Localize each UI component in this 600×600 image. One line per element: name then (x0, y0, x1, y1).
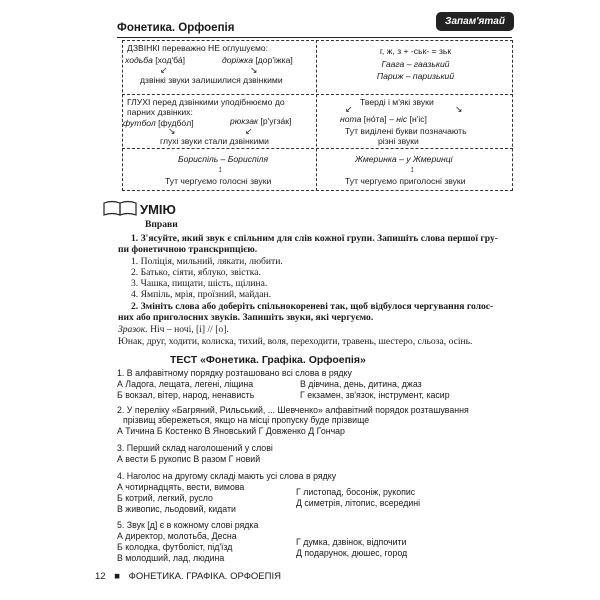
rule-note-2: різні звуки (378, 136, 419, 146)
transcription: [н'іс] (409, 114, 427, 124)
alternation-example: Бориспіль – Бориспіля (178, 154, 269, 164)
table-column-divider (316, 40, 317, 191)
arrow-icon: ↙ (245, 126, 253, 136)
option: Д подарунок, дюшес, город (296, 548, 408, 558)
exercise-2-text: 2. Змініть слова або доберіть спільнокореневі так, щоб відбулося чергування голос- (131, 301, 494, 312)
option: В дівчина, день, дитина, джаз (300, 379, 422, 389)
rule-hard-soft-head: Тверді і м'які звуки (360, 97, 434, 107)
remember-badge: Запам'ятай (436, 12, 514, 31)
arrow-icon: ↙ (345, 104, 353, 114)
rule-voiced-head: ДЗВІНКІ переважно НЕ оглушуємо: (127, 43, 269, 53)
arrow-icon: ↕ (218, 164, 223, 174)
transcription: [р'угза́к] (260, 116, 292, 126)
option: А Ладога, лещата, легені, ліщина (117, 379, 254, 389)
question-3: 3. Перший склад наголошений у слові (117, 443, 273, 453)
exercise-2-words: Юнак, друг, ходити, колиска, тихий, воля, переходити, травень, шестеро, сльоза, осінь. (118, 336, 473, 347)
question-5: 5. Звук [д] є в кожному слові рядка (117, 520, 259, 530)
rule-note: Тут чергуємо приголосні звуки (345, 176, 466, 186)
arrow-icon: ↘ (455, 104, 463, 114)
alternation-example: Жмеринка – у Жмеринці (355, 154, 453, 164)
exercise-1-text-2: пи фонетичною транскрипцією. (118, 244, 258, 255)
square-icon: ■ (114, 571, 120, 582)
example-word: ходьба (125, 55, 153, 65)
option: Б вокзал, вітер, народ, ненависть (117, 390, 255, 400)
exercises-heading: Вправи (145, 219, 178, 230)
option: Б котрий, легкий, русло (117, 493, 213, 503)
option: А директор, молотьба, Десна (117, 531, 237, 541)
option-row: А Тичина Б Костенко В Яновський Г Довженко Д Гончар (117, 426, 345, 436)
rule-example: Гаага – гаазький (381, 59, 450, 69)
transcription: [дор'іжка] (255, 55, 293, 65)
arrow-icon: ↙ (160, 65, 168, 75)
exercise-1-text: 1. З'ясуйте, який звук є спільним для слів кожної групи. Запишіть слова першої гру- (131, 233, 498, 244)
arrow-icon: ↕ (410, 164, 415, 174)
option-row: А вести Б рукопис В разом Г новий (117, 454, 261, 464)
arrow-icon: ↘ (250, 65, 258, 75)
table-row-divider (122, 94, 513, 95)
umiyu-title: УМІЮ (140, 202, 176, 217)
option: А чотирнадцять, вести, вимова (117, 482, 245, 492)
page-footer (95, 571, 281, 582)
question-2-cont: прізвищ збережеться, якщо на місці пропуску буде прізвище (123, 415, 370, 425)
transcription: [но́та] (363, 114, 387, 124)
section-rule (117, 37, 512, 38)
book-icon (102, 199, 140, 217)
sample-text: Ніч – ночі, [і] // [о]. (150, 324, 229, 335)
option: Б колодка, футболіст, під'їзд (117, 542, 233, 552)
arrow-icon: ↘ (168, 126, 176, 136)
table-row-divider (122, 148, 513, 149)
option: Г листопад, босоніж, рукопис (296, 487, 416, 497)
example-word: доріжка (222, 55, 253, 65)
rule-note: дзвінкі звуки залишилися дзвінкими (140, 75, 283, 85)
exercise-1-item: 1. Поліція, мильний, лякати, любити. (131, 256, 283, 267)
option: Г екзамен, зв'язок, інструмент, касир (300, 390, 450, 400)
rule-example: Париж – паризький (376, 71, 455, 81)
rule-note: Тут чергуємо голосні звуки (165, 176, 272, 186)
example-word: рюкзак (230, 116, 259, 126)
exercise-1-item: 3. Чашка, пищати, шість, щілина. (131, 278, 268, 289)
section-title: Фонетика. Орфоепія (117, 22, 235, 34)
option: В молодший, лад, людина (117, 553, 225, 563)
question-1: 1. В алфавітному порядку розташовано всі слова в рядку (117, 368, 352, 378)
transcription: [фудбóл] (158, 118, 194, 128)
option: В живопис, льодовий, кидати (117, 504, 236, 514)
transcription: [ходʹба́] (155, 55, 185, 65)
question-4: 4. Наголос на другому складі мають усі слова в рядку (117, 471, 337, 481)
exercise-1-item: 2. Батько, сіяти, яблуко, звістка. (131, 267, 261, 278)
sample-label: Зразок. (118, 324, 148, 335)
rule-note: глухі звуки стали дзвінкими (160, 136, 269, 146)
rule-voiceless-head: ГЛУХІ перед дзвінкими уподібнюємо до (127, 97, 285, 107)
footer-title: ФОНЕТИКА. ГРАФІКА. ОРФОЕПІЯ (128, 571, 281, 582)
example-word: футбол (123, 118, 156, 128)
example-word: нота (340, 114, 362, 124)
question-2: 2. У переліку «Багряний, Рильський, ... Шевченко» алфавітний порядок розташування (117, 405, 469, 415)
rule-voiceless-head-2: парних дзвінких: (127, 107, 193, 117)
page-number: 12 (95, 571, 106, 582)
rule-note: Тут виділені букви позначають (345, 126, 467, 136)
test-title: ТЕСТ «Фонетика. Графіка. Орфоепія» (170, 354, 366, 366)
rule-zk: г, ж, з + -ськ- = зьк (379, 46, 452, 56)
example-word: ніс (396, 114, 408, 124)
exercise-1-item: 4. Ямпіль, мрія, проїзний, майдан. (131, 289, 272, 300)
option: Г думка, дзвінок, відпочити (296, 537, 407, 547)
option: Д симетрія, літопис, всередині (296, 498, 421, 508)
exercise-2-text-2: них або приголосних звуків. Запишіть звуки, які чергуємо. (118, 312, 374, 323)
